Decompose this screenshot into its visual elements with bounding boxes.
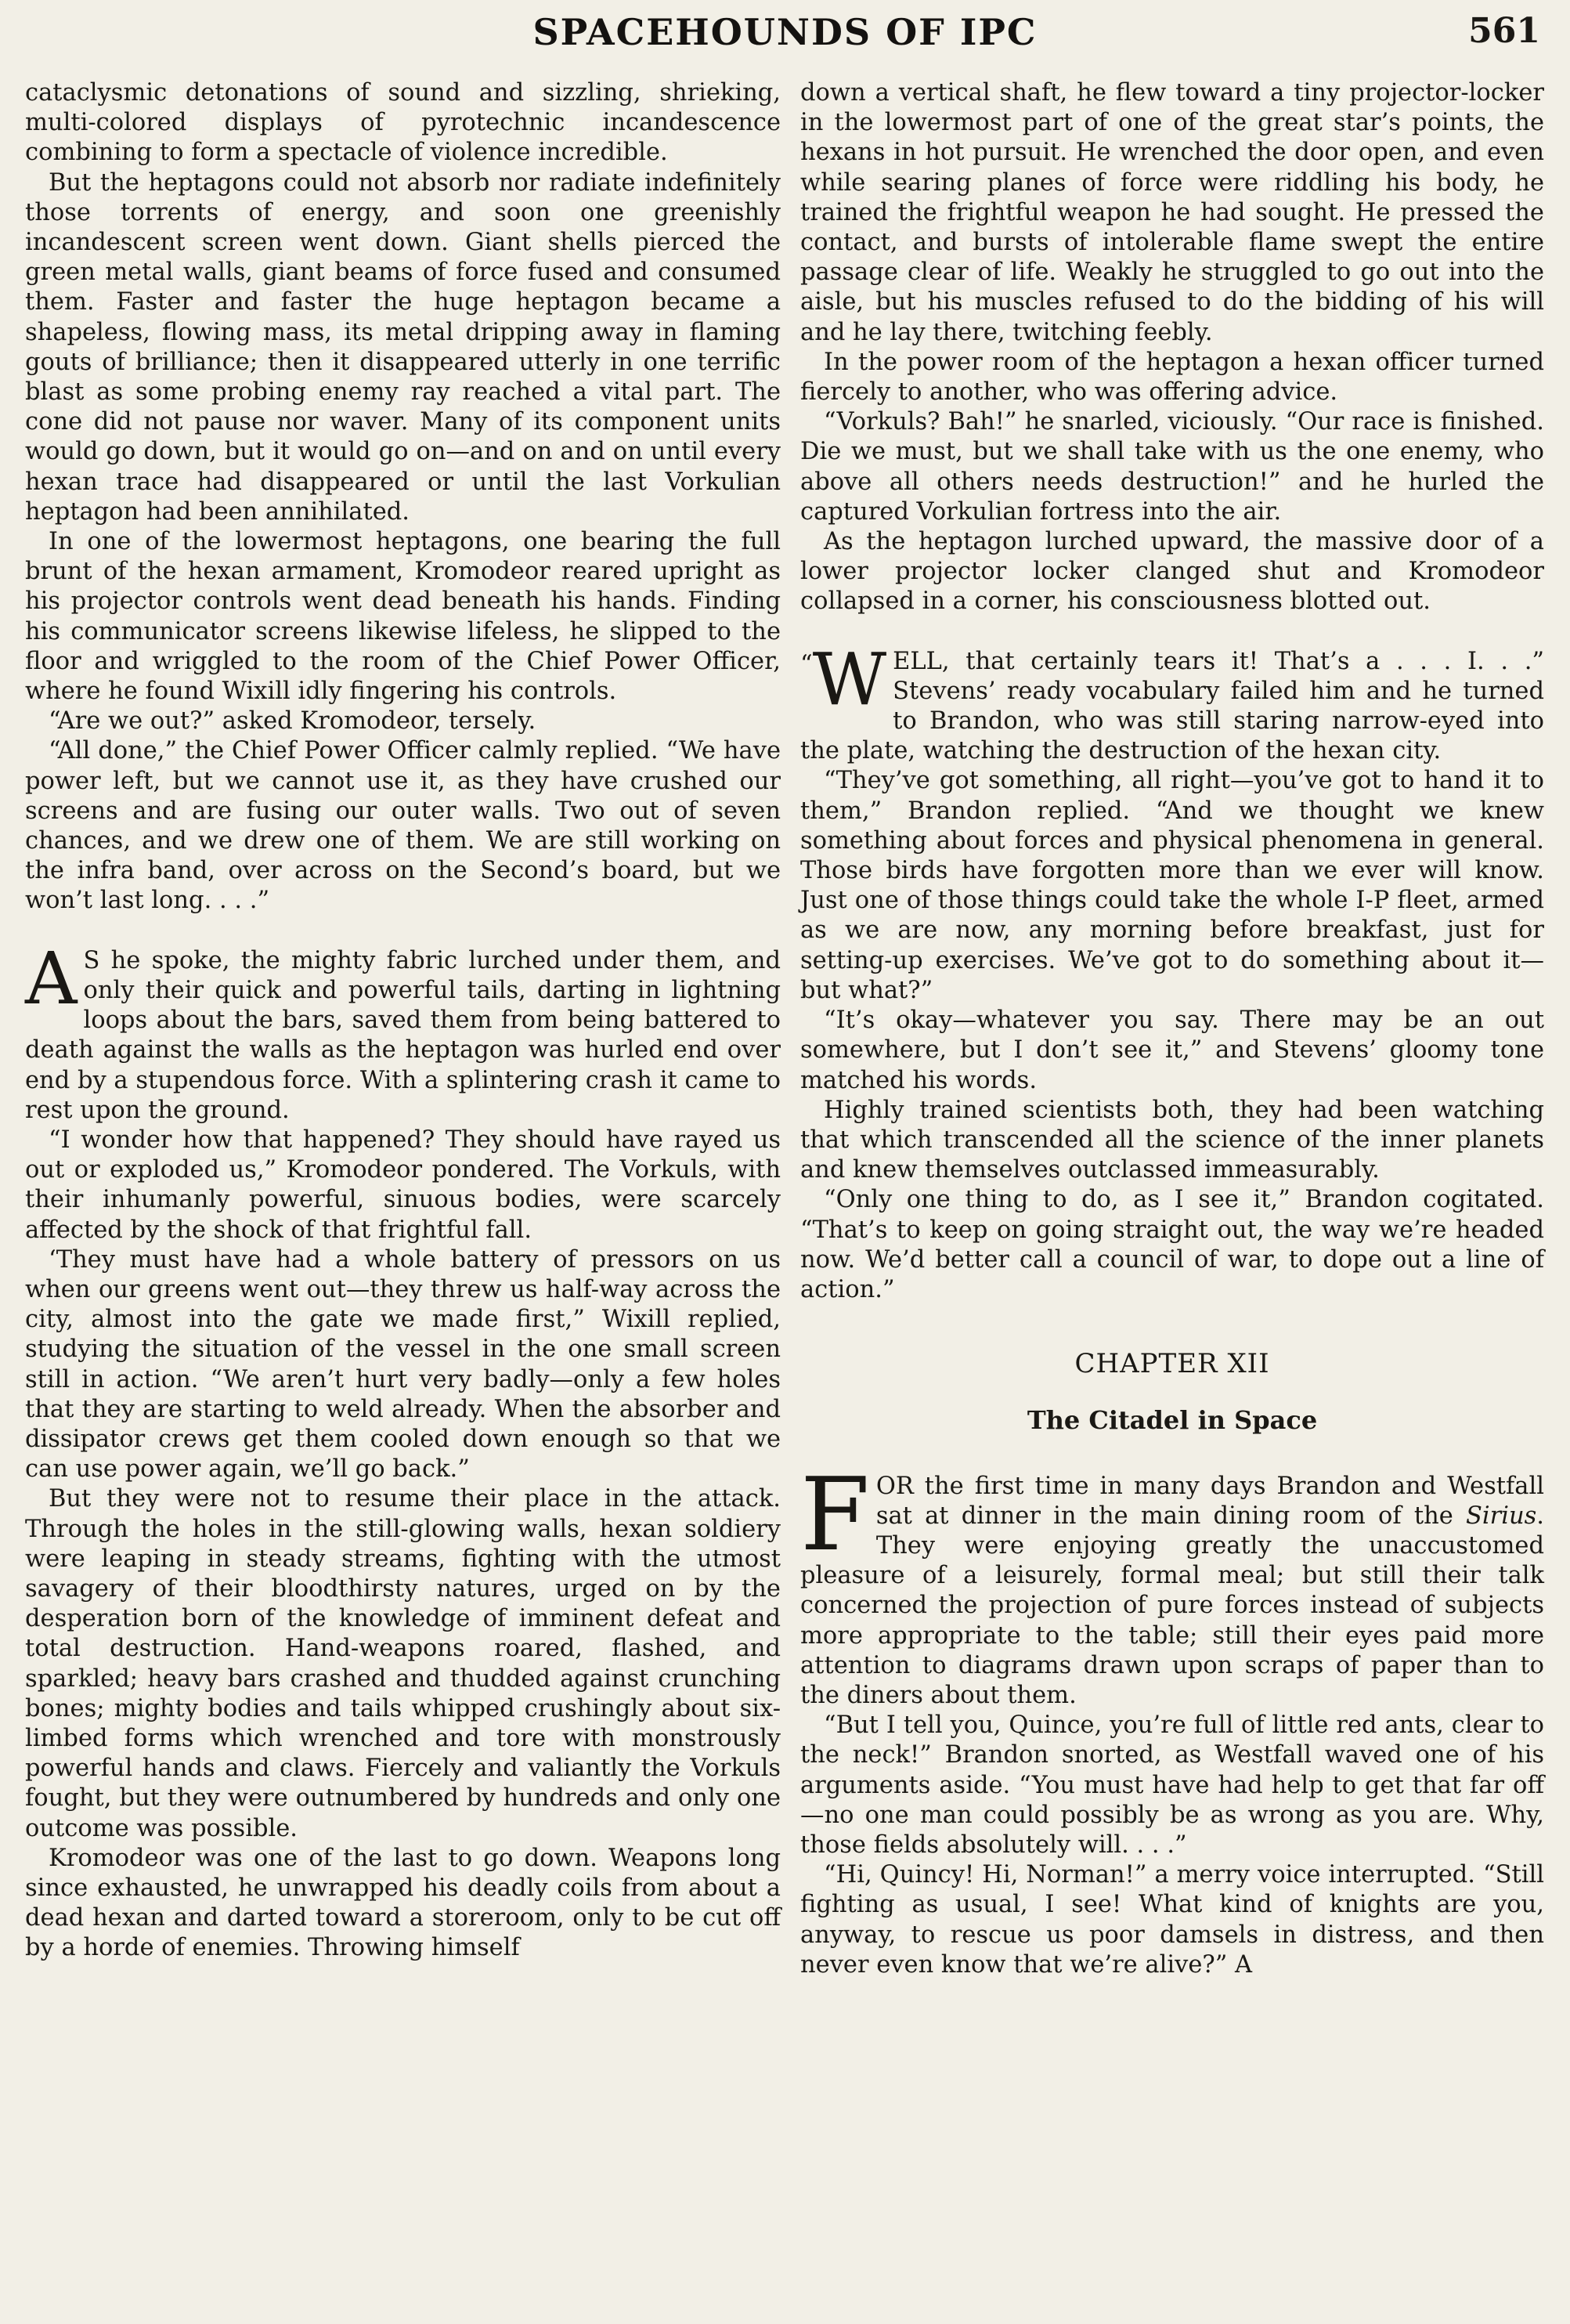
paragraph: ‘They must have had a whole battery of pressors on us when our greens went out—they threw us half-way across the city, almost into the gate we made first,” Wixill replied, studying the situation of the vessel in the one small screen still in action. “We aren’t hurt very badly—only a few holes that they are starting to weld already. When the absorber and dissipator crews get them cooled down enough so that we can use power again, we’ll go back.” — [25, 1245, 781, 1484]
paragraph: Kromodeor was one of the last to go down. Weapons long since exhausted, he unwrapped his deadly coils from about a dead hexan and darted toward a storeroom, only to be cut off by a horde of enemies. Throwing himself — [25, 1844, 781, 1962]
chapter-opening-paragraph — [800, 1456, 1544, 1711]
left-column — [25, 78, 781, 1964]
paragraph: In one of the lowermost heptagons, one bearing the full brunt of the hexan armament, Kromodeor reared upright as his projector controls went dead beneath his hands. Finding his communicator screens likewise lifeless, he slipped to the floor and wriggled to the room of the Chief Power Officer, where he found Wixill idly fingering his controls. — [25, 528, 781, 706]
chapter-title: The Citadel in Space — [1027, 1405, 1318, 1436]
paragraph: “It’s okay—whatever you say. There may be an out somewhere, but I don’t see it,” and Stevens’ gloomy tone matched his words. — [800, 1007, 1544, 1094]
paragraph: “I wonder how that happened? They should have rayed us out or exploded us,” Kromodeor pondered. The Vorkuls, with their inhumanly powerful, sinuous bodies, were scarcely affected by the shock of that frightful fall. — [25, 1126, 781, 1244]
paragraph: cataclysmic detonations of sound and sizzling, shrieking, multi-colored displays of pyrotechnic incandescence combining to form a spectacle of violence incredible. — [25, 79, 781, 167]
section-opening-paragraph — [800, 637, 1544, 767]
paragraph-text: . They were enjoying greatly the unaccustomed pleasure of a leisurely, formal meal; but still their talk concerned the projection of pure forces instead of subjects more appropriate to the table; still their eyes paid more attention to diagrams drawn upon scraps of paper than to the diners about them. — [800, 1502, 1544, 1709]
paragraph: “Are we out?” asked Kromodeor, tersely. — [49, 707, 536, 736]
section-opening-paragraph — [25, 936, 781, 1126]
ship-name: Sirius — [1466, 1502, 1537, 1530]
paragraph: down a vertical shaft, he flew toward a tiny projector-locker in the lowermost part of one of the great star’s points, the hexans in hot pursuit. He wrenched the door open, and even while searing planes of force were riddling his body, he trained the frightful weapon he had sought. He pressed the contact, and bursts of intolerable flame swept the entire passage clear of life. Weakly he struggled to go out into the aisle, but his muscles refused to do the bidding of his will and he lay there, twitching feebly. — [800, 79, 1544, 346]
paragraph-text: S he spoke, the mighty fabric lurched under them, and only their quick and powerful tails, darting in lightning loops about the bars, saved them from being battered to death against the walls as the heptagon was hurled end over end by a stupendous force. With a splintering crash it came to rest upon the ground. — [25, 946, 781, 1124]
paragraph: As the heptagon lurched upward, the massive door of a lower projector locker clanged shut and Kromodeor collapsed in a corner, his consciousness blotted out. — [800, 528, 1544, 616]
paragraph: “They’ve got something, all right—you’ve got to hand it to them,” Brandon replied. “And we thought we knew something about forces and physical phenomena in general. Those birds have forgotten more than we ever will know. Just one of those things could take the whole I-P fleet, armed as we are now, any morning before breakfast, just for setting-up exercises. We’ve got to do something about it—but what?” — [800, 767, 1544, 1004]
running-title: SPACEHOUNDS OF IPC — [532, 11, 1038, 53]
drop-cap: W — [812, 637, 887, 721]
paragraph-text: OR the first time in many days Brandon and Westfall sat at dinner in the main dining room of the — [875, 1472, 1544, 1530]
paragraph: “Vorkuls? Bah!” he snarled, viciously. “Our race is finished. Die we must, but we shall take with us the one enemy, who above all others needs destruction!” and he hurled the captured Vorkulian fortress into the air. — [800, 408, 1544, 526]
chapter-heading: CHAPTER XII — [1074, 1348, 1270, 1380]
paragraph: But the heptagons could not absorb nor radiate indefinitely those torrents of energy, and soon one greenishly incandescent screen went down. Giant shells pierced the green metal walls, giant beams of force fused and consumed them. Faster and faster the huge heptagon became a shapeless, flowing mass, its metal dripping away in flaming gouts of brilliance; then it disappeared utterly in one terrific blast as some probing enemy ray reached a vital part. The cone did not pause nor waver. Many of its component units would go down, but it would go on—and on and on until every hexan trace had disappeared or until the last Vorkulian heptagon had been annihilated. — [25, 168, 781, 526]
paragraph-text: ELL, that certainly tears it! That’s a . . . I. . .” Stevens’ ready vocabulary failed him and he turned to Brandon, who was still staring narrow-eyed into the plate, watching the destruction of the hexan city. — [800, 647, 1544, 765]
paragraph: “All done,” the Chief Power Officer calmly replied. “We have power left, but we cannot use it, as they have crushed our screens and are fusing our outer walls. Two out of seven chances, and we drew one of them. We are still working on the infra band, over across on the Second’s board, but we won’t last long. . . .” — [25, 737, 781, 915]
page-header — [0, 0, 1570, 64]
page-number: 561 — [1468, 11, 1540, 51]
right-column — [800, 78, 1544, 1980]
paragraph: “Hi, Quincy! Hi, Norman!” a merry voice interrupted. “Still fighting as usual, I see! What kind of knights are you, anyway, to rescue us poor damsels in distress, and then never even know that we’re alive?” A — [800, 1861, 1544, 1979]
paragraph: In the power room of the heptagon a hexan officer turned fiercely to another, who was offering advice. — [800, 348, 1544, 407]
drop-cap: F — [800, 1456, 870, 1574]
paragraph: “But I tell you, Quince, you’re full of little red ants, clear to the neck!” Brandon snorted, as Westfall waved one of his arguments aside. “You must have had help to get that far off—no one man could possibly be as wrong as you are. Why, those fields absolutely will. . . .” — [800, 1711, 1544, 1859]
paragraph: Highly trained scientists both, they had been watching that which transcended all the science of the inner planets and knew themselves outclassed immeasurably. — [800, 1096, 1544, 1184]
opening-quote: “ — [800, 650, 813, 678]
drop-cap: A — [25, 936, 78, 1021]
paragraph: “Only one thing to do, as I see it,” Brandon cogitated. “That’s to keep on going straight out, the way we’re headed now. We’d better call a council of war, to dope out a line of action.” — [800, 1186, 1544, 1303]
paragraph: But they were not to resume their place in the attack. Through the holes in the still-glowing walls, hexan soldiery were leaping in steady streams, fighting with the utmost savagery of their bloodthirsty natures, urged on by the desperation born of the knowledge of imminent defeat and total destruction. Hand-weapons roared, flashed, and sparkled; heavy bars crashed and thudded against crunching bones; mighty bodies and tails whipped crushingly about six-limbed forms which wrenched and tore with monstrously powerful hands and claws. Fiercely and valiantly the Vorkuls fought, but they were outnumbered by hundreds and only one outcome was possible. — [25, 1485, 781, 1842]
